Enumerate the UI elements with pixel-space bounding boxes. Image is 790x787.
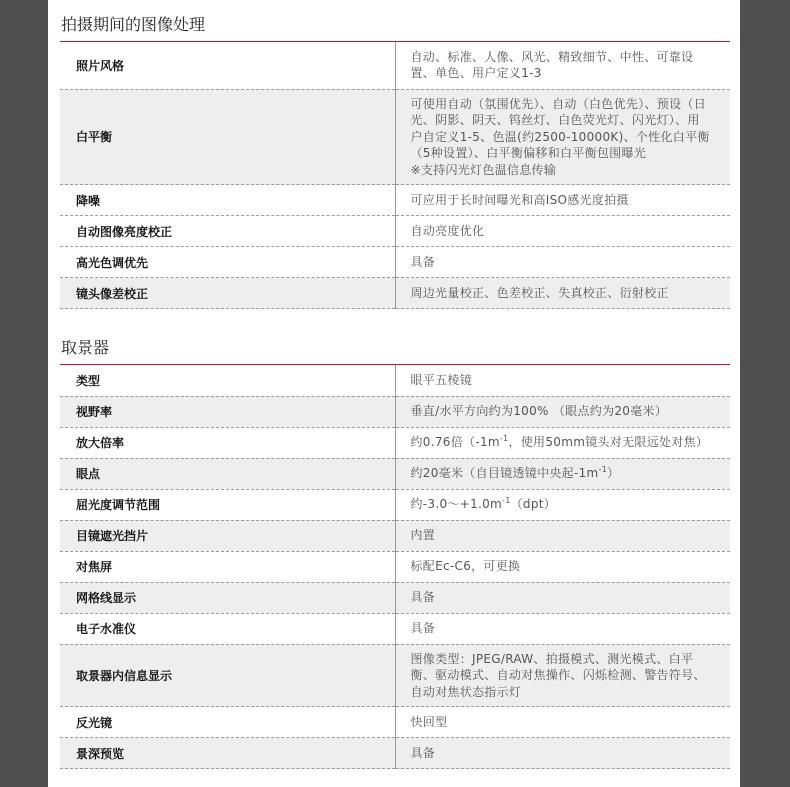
spec-value: 自动亮度优化 — [395, 216, 730, 247]
spec-row-grid-display — [60, 582, 730, 613]
spec-row-auto-lighting — [60, 216, 730, 247]
value-superscript: -1 — [598, 465, 608, 475]
spec-key: 放大倍率 — [60, 427, 395, 458]
value-superscript: -1 — [502, 496, 511, 506]
section-title-image-processing: 拍摄期间的图像处理 — [60, 0, 730, 42]
spec-key: 白平衡 — [60, 89, 395, 185]
spec-row-eyepiece-shutter — [60, 520, 730, 551]
spec-value: 垂直/水平方向约为100% （眼点约为20毫米） — [395, 396, 730, 427]
spec-value: 图像类型：JPEG/RAW、拍摄模式、测光模式、白平衡、驱动模式、自动对焦操作、闪烁检测、警告符号、自动对焦状态指示灯 — [395, 644, 730, 707]
spec-value: 自动、标准、人像、风光、精致细节、中性、可靠设置、单色、用户定义1-3 — [395, 42, 730, 89]
spec-key: 眼点 — [60, 458, 395, 489]
spec-key: 取景器内信息显示 — [60, 644, 395, 707]
section-title-viewfinder: 取景器 — [60, 323, 730, 365]
spec-row-viewfinder-info — [60, 644, 730, 707]
spec-key: 网格线显示 — [60, 582, 395, 613]
value-part: ，使用50mm镜头对无限远处对焦） — [508, 435, 709, 450]
spec-row-dioptric-adjustment — [60, 489, 730, 520]
spec-value: 具备 — [395, 247, 730, 278]
spec-value-note: ※支持闪光灯色温信息传输 — [410, 162, 557, 177]
spec-page — [48, 0, 740, 787]
value-part: （dpt） — [510, 497, 557, 512]
spec-key: 照片风格 — [60, 42, 395, 89]
spec-value — [395, 427, 730, 458]
viewfinder-table — [60, 365, 730, 769]
spec-key: 反光镜 — [60, 707, 395, 738]
spec-row-depth-of-field-preview — [60, 738, 730, 769]
spec-row-white-balance — [60, 89, 730, 185]
spec-row-coverage — [60, 396, 730, 427]
spec-key: 类型 — [60, 365, 395, 396]
image-processing-table — [60, 42, 730, 309]
spec-value: 具备 — [395, 738, 730, 769]
spec-row-electronic-level — [60, 613, 730, 644]
spec-key: 目镜遮光挡片 — [60, 520, 395, 551]
spec-key: 自动图像亮度校正 — [60, 216, 395, 247]
spec-key: 视野率 — [60, 396, 395, 427]
spec-row-lens-aberration — [60, 278, 730, 309]
spec-row-magnification — [60, 427, 730, 458]
spec-value — [395, 89, 730, 185]
spec-value: 内置 — [395, 520, 730, 551]
spec-row-type — [60, 365, 730, 396]
image-processing-section — [60, 0, 730, 309]
spec-value: 标配Ec-C6，可更换 — [395, 551, 730, 582]
value-part: 约0.76倍（-1m — [410, 435, 500, 450]
spec-row-eyepoint — [60, 458, 730, 489]
value-superscript: -1 — [499, 434, 509, 444]
spec-key: 降噪 — [60, 185, 395, 216]
value-part: ） — [607, 466, 620, 481]
spec-value-text: 可使用自动（氛围优先）、自动（白色优先）、预设（日光、阴影、阴天、钨丝灯、白色荧光灯、闪光灯）、用户自定义1-5、色温(约2500-10000K)、个性化白平衡（5种设置）、白平衡偏移和白平衡包围曝光 — [410, 96, 710, 160]
spec-row-picture-style — [60, 42, 730, 89]
spec-value — [395, 489, 730, 520]
spec-row-mirror — [60, 707, 730, 738]
spec-value: 快回型 — [395, 707, 730, 738]
spec-key: 镜头像差校正 — [60, 278, 395, 309]
spec-value: 具备 — [395, 582, 730, 613]
value-part: 约20毫米（自目镜透镜中央起-1m — [410, 466, 599, 481]
value-part: 约-3.0～+1.0m — [410, 497, 503, 512]
spec-value — [395, 458, 730, 489]
spec-key: 景深预览 — [60, 738, 395, 769]
spec-key: 对焦屏 — [60, 551, 395, 582]
spec-row-noise-reduction — [60, 185, 730, 216]
viewfinder-section — [60, 323, 730, 769]
spec-row-highlight-tone — [60, 247, 730, 278]
spec-value: 眼平五棱镜 — [395, 365, 730, 396]
spec-value: 具备 — [395, 613, 730, 644]
spec-value: 可应用于长时间曝光和高ISO感光度拍摄 — [395, 185, 730, 216]
spec-key: 电子水准仪 — [60, 613, 395, 644]
spec-key: 屈光度调节范围 — [60, 489, 395, 520]
spec-row-focusing-screen — [60, 551, 730, 582]
spec-value: 周边光量校正、色差校正、失真校正、衍射校正 — [395, 278, 730, 309]
spec-key: 高光色调优先 — [60, 247, 395, 278]
